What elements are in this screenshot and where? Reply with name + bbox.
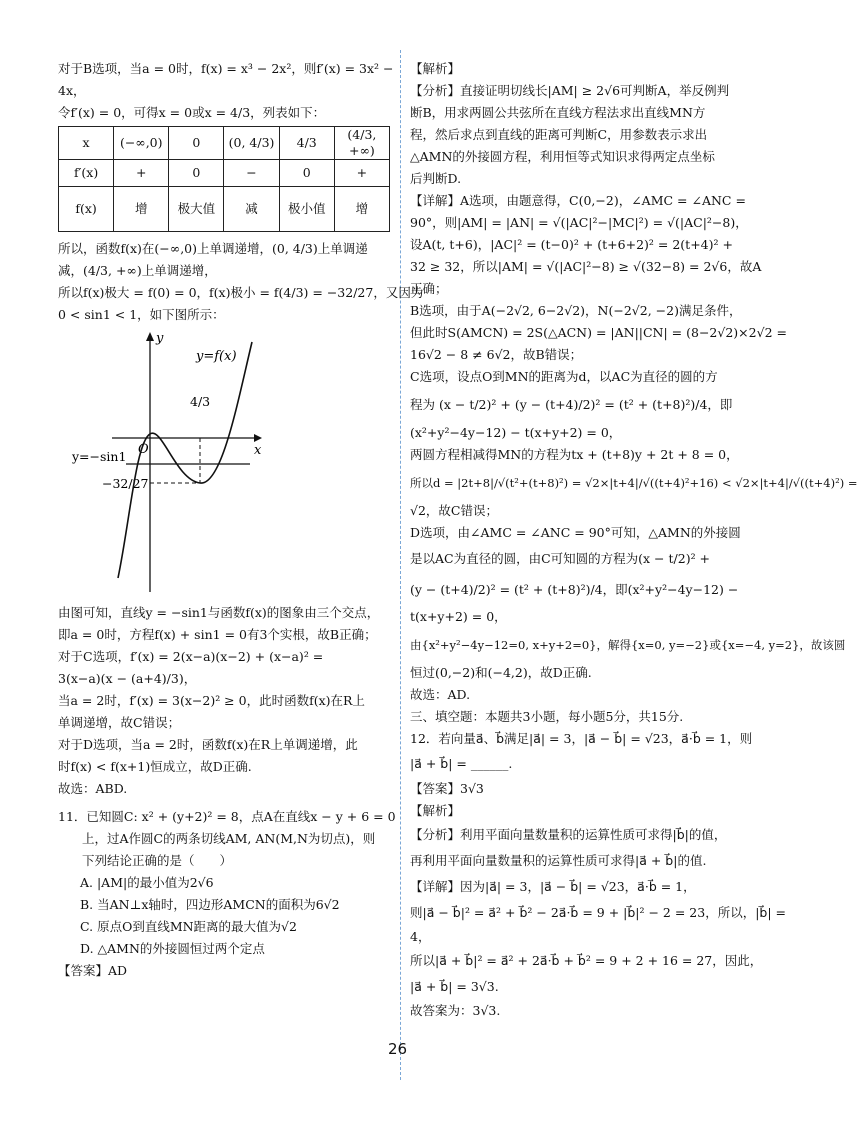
table-cell: 0 [169,160,224,187]
right-column [410,58,857,1022]
table-cell: 极小值 [279,187,334,232]
y-axis-label: y [156,331,164,346]
table-cell: 增 [334,187,389,232]
table-cell: 0 [279,160,334,187]
answer-label: 【答案】AD [58,963,128,978]
text-line: 【详解】因为|a⃗| = 3，|a⃗ − b⃗| = √23，a⃗·b⃗ = 1， [410,879,696,894]
left-column [58,58,424,982]
text-line: 对于B选项，当a = 0时，f(x) = x³ − 2x²，则f′(x) = 3x² − [58,61,394,76]
table-cell: f′(x) [59,160,114,187]
text-line: 由图可知，直线y = −sin1与函数f(x)的图象由三个交点， [58,605,380,620]
y-tick-label: −32/27 [102,476,149,491]
text-line: 减，(4/3, +∞)上单调递增， [58,263,217,278]
question-11-line: 下列结论正确的是（ ） [82,853,233,868]
question-12-line: |a⃗ + b⃗| = ______. [410,756,513,771]
text-line: 32 ≥ 32，所以|AM| = √(|AC|²−8) ≥ √(32−8) = 2√6，故A [410,259,762,274]
text-line: 4x， [58,83,86,98]
text-line: 4， [410,929,431,944]
text-line: 【分析】直接证明切线长|AM| ≥ 2√6可判断A，举反例判 [410,83,730,98]
text-line: |a⃗ + b⃗| = 3√3. [410,979,499,994]
table-row [59,160,390,187]
option-a: A. |AM|的最小值为2√6 [80,875,214,890]
question-12-line: 12．若向量a⃗、b⃗满足|a⃗| = 3，|a⃗ − b⃗| = √23，a⃗·b⃗ = 1，则 [410,731,753,746]
text-line: 正确； [410,281,448,296]
text-line: 故选：AD. [410,687,471,702]
table-cell: + [334,160,389,187]
text-line: 程为 (x − t/2)² + (y − (t+4)/2)² = (t² + (t+8)²)/4，即 [410,397,733,412]
text-line: B选项，由于A(−2√2, 6−2√2)，N(−2√2, −2)满足条件， [410,303,742,318]
text-line: 【详解】A选项，由题意得，C(0,−2)，∠AMC = ∠ANC = [410,193,746,208]
curve-label: y=f(x) [196,349,237,364]
text-line: 恒过(0,−2)和(−4,2)，故D正确. [410,665,592,680]
text-line: 则|a⃗ − b⃗|² = a⃗² + b⃗² − 2a⃗·b⃗ = 9 + |b⃗|² − 2 = 23，所以，|b⃗| = [410,905,787,920]
text-line: 令f′(x) = 0，可得x = 0或x = 4/3，列表如下： [58,105,326,120]
text-line: 故答案为：3√3. [410,1003,501,1018]
variation-table [58,126,390,232]
text-line: 【解析】 [410,61,461,76]
table-row [59,127,390,160]
text-line: 【分析】利用平面向量数量积的运算性质可求得|b⃗|的值， [410,827,727,842]
page-number: 26 [388,1040,408,1058]
text-line: 所以d = |2t+8|/√(t²+(t+8)²) = √2×|t+4|/√((t+4)²+16) < √2×|t+4|/√((t+4)²) = [410,476,857,490]
table-cell: 0 [169,127,224,160]
text-line: 16√2 − 8 ≠ 6√2，故B错误； [410,347,583,362]
text-line: 但此时S(AMCN) = 2S(△ACN) = |AN||CN| = (8−2√2)×2√2 = [410,325,787,340]
function-graph [72,330,282,600]
text-line: C选项，设点O到MN的距离为d，以AC为直径的圆的方 [410,369,718,384]
text-line: 单调递增，故C错误； [58,715,181,730]
table-cell: 增 [114,187,169,232]
question-11-line: 上，过A作圆C的两条切线AM, AN(M,N为切点)，则 [82,831,376,846]
text-line: (y − (t+4)/2)² = (t² + (t+8)²)/4，即(x²+y²−4y−12) − [410,582,739,597]
text-line: (x²+y²−4y−12) − t(x+y+2) = 0， [410,425,622,440]
table-cell: f(x) [59,187,114,232]
option-d: D. △AMN的外接圆恒过两个定点 [80,941,265,956]
x-axis-arrow-icon [254,434,262,442]
text-line: 即a = 0时，方程f(x) + sin1 = 0有3个实根，故B正确； [58,627,377,642]
table-cell: x [59,127,114,160]
text-line: 是以AC为直径的圆，由C可知圆的方程为(x − t/2)² + [410,551,711,566]
text-line: D选项，由∠AMC = ∠ANC = 90°可知，△AMN的外接圆 [410,525,741,540]
table-cell: 极大值 [169,187,224,232]
text-line: 由{x²+y²−4y−12=0, x+y+2=0}，解得{x=0, y=−2}或{x=−4, y=2}，故该圆 [410,638,846,652]
text-line: 设A(t, t+6)，|AC|² = (t−0)² + (t+6+2)² = 2(t+4)² + [410,237,733,252]
table-cell: (0, 4/3) [224,127,279,160]
table-cell: (4/3, +∞) [334,127,389,160]
text-line: t(x+y+2) = 0， [410,609,507,624]
text-line: 故选：ABD. [58,781,128,796]
text-line: △AMN的外接圆方程，利用恒等式知识求得两定点坐标 [410,149,715,164]
text-line: 当a = 2时，f′(x) = 3(x−2)² ≥ 0，此时函数f(x)在R上 [58,693,365,708]
table-cell: 减 [224,187,279,232]
origin-label: O [138,442,149,457]
text-line: 所以f(x)极大 = f(0) = 0，f(x)极小 = f(4/3) = −32/27，又因为 [58,285,424,300]
table-cell: 4/3 [279,127,334,160]
line-label: y=−sin1 [72,449,127,464]
text-line: 90°，则|AM| = |AN| = √(|AC|²−|MC|²) = √(|AC|²−8)， [410,215,748,230]
text-line: 时f(x) < f(x+1)恒成立，故D正确. [58,759,252,774]
question-11-line: 11．已知圆C: x² + (y+2)² = 8，点A在直线x − y + 6 = 0 [58,809,396,824]
text-line: 对于D选项，当a = 2时，函数f(x)在R上单调递增，此 [58,737,358,752]
option-b: B. 当AN⊥x轴时，四边形AMCN的面积为6√2 [80,897,340,912]
text-line: 后判断D. [410,171,462,186]
answer-label: 【答案】3√3 [410,781,484,796]
cubic-curve [118,342,252,578]
table-cell: (−∞,0) [114,127,169,160]
x-tick-label: 4/3 [190,394,211,409]
text-line: 再利用平面向量数量积的运算性质可求得|a⃗ + b⃗|的值. [410,853,707,868]
text-line: 0 < sin1 < 1，如下图所示： [58,307,225,322]
y-axis-arrow-icon [146,332,154,341]
table-cell: − [224,160,279,187]
column-divider [400,50,401,1080]
text-line: 两圆方程相减得MN的方程为tx + (t+8)y + 2t + 8 = 0， [410,447,739,462]
text-line: 断B，用求两圆公共弦所在直线方程法求出直线MN方 [410,105,706,120]
text-line: 【解析】 [410,803,461,818]
text-line: 所以，函数f(x)在(−∞,0)上单调递增，(0, 4/3)上单调递 [58,241,368,256]
table-row [59,187,390,232]
text-line: √2，故C错误； [410,503,498,518]
text-line: 对于C选项，f′(x) = 2(x−a)(x−2) + (x−a)² = [58,649,324,664]
text-line: 所以|a⃗ + b⃗|² = a⃗² + 2a⃗·b⃗ + b⃗² = 9 + 2 + 16 = 27，因此， [410,953,763,968]
text-line: 3(x−a)(x − (a+4)/3)， [58,671,197,686]
section-heading: 三、填空题：本题共3小题，每小题5分，共15分. [410,709,684,724]
option-c: C. 原点O到直线MN距离的最大值为√2 [80,919,297,934]
text-line: 程，然后求点到直线的距离可判断C，用参数表示求出 [410,127,708,142]
x-axis-label: x [254,443,262,458]
table-cell: + [114,160,169,187]
